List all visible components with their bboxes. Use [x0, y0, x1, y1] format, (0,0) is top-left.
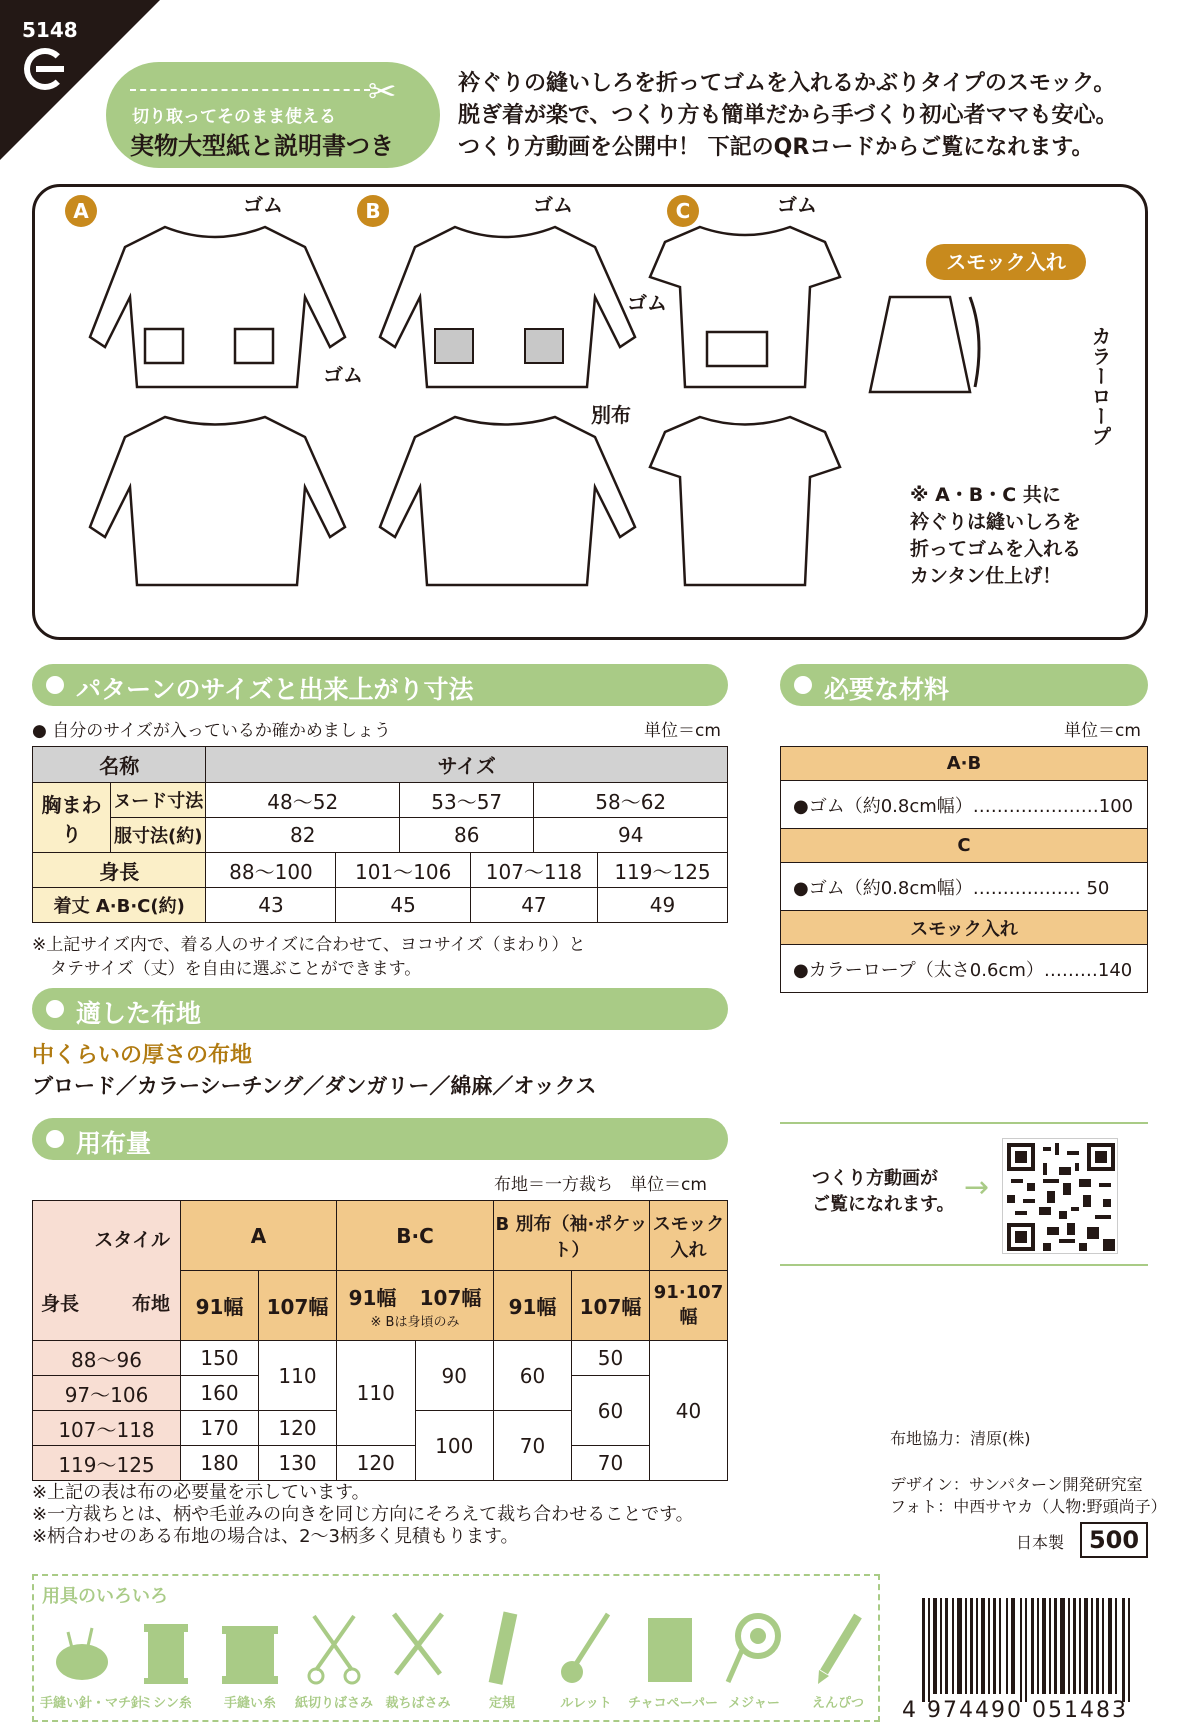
fabric-heading: 中くらいの厚さの布地	[32, 1043, 253, 1068]
scissors-large-icon	[388, 1610, 448, 1686]
pattern-number: 5148	[22, 18, 78, 42]
pincushion-icon	[52, 1610, 112, 1686]
materials-section-header: 必要な材料	[780, 664, 1148, 706]
credit-design: デザイン：サンパターン開発研究室	[890, 1475, 1143, 1494]
tool-chalk-paper: チャコペーパー	[628, 1610, 712, 1711]
fabric-section-header: 適した布地	[32, 988, 728, 1030]
price-box: 500	[1080, 1522, 1148, 1558]
materials-table: A·B ●ゴム（約0.8cm幅）…………………100 C ●ゴム（約0.8cm幅）……………… 50 スモック入れ ●カラーロープ（太さ0.6cm）………140	[780, 746, 1148, 993]
label-gom-a: ゴム	[243, 193, 283, 217]
credit-fabric: 布地協力：清原(株)	[890, 1429, 1031, 1448]
tool-machine-thread: ミシン糸	[124, 1610, 208, 1711]
scissors-icon: ✂	[368, 72, 397, 112]
size-unit: 単位＝cm	[644, 721, 721, 741]
qr-code[interactable]	[1002, 1138, 1118, 1254]
thread-icon	[220, 1610, 280, 1686]
style-b-badge: B	[357, 195, 389, 227]
qr-panel	[780, 1122, 1148, 1266]
bullet-icon	[46, 1000, 64, 1018]
size-section-header: パターンのサイズと出来上がり寸法	[32, 664, 728, 706]
intro-text: 衿ぐりの縫いしろを折ってゴムを入れるかぶりタイプのスモック。 脱ぎ着が楽で、つくり方も簡単だから手づくり初心者ママも安心。 つくり方動画を公開中！ 下記のQRコードからご覧になれます。	[458, 71, 1118, 160]
credit-photo: フォト：中西サヤカ（人物:野頭尚子）	[890, 1497, 1167, 1516]
bullet-icon	[46, 1130, 64, 1148]
feature-pill	[106, 62, 440, 168]
scissors-small-icon	[304, 1610, 364, 1686]
usage-notes: ※上記の表は布の必要量を示しています。 ※一方裁ちとは、柄や毛並みの向きを同じ方向にそろえて裁ち合わせることです。 ※柄合わせのある布地の場合は、2〜3柄多く見積もります。	[32, 1482, 694, 1547]
tools-title: 用具のいろいろ	[42, 1586, 168, 1607]
barcode-number: 4 974490 051483	[902, 1698, 1128, 1723]
pencil-icon	[808, 1610, 868, 1686]
chalk-paper-icon	[640, 1610, 700, 1686]
illustration-note: ※ A・B・C 共に 衿ぐりは縫いしろを 折ってゴムを入れる カンタン仕上げ！	[910, 484, 1082, 587]
bullet-icon	[794, 676, 812, 694]
size-lead: ● 自分のサイズが入っているか確かめましょう	[32, 721, 391, 741]
barcode	[902, 1598, 1148, 1702]
tool-paper-scissors: 紙切りばさみ	[292, 1610, 376, 1711]
label-gom-b: ゴム	[533, 193, 573, 217]
pill-line2: 実物大型紙と説明書つき	[130, 132, 394, 160]
size-note-1: ※上記サイズ内で、着る人のサイズに合わせて、ヨコサイズ（まわり）と	[32, 935, 586, 955]
size-note-2: タテサイズ（丈）を自由に選ぶことができます。	[50, 959, 422, 979]
tool-pencil: えんぴつ	[796, 1610, 880, 1711]
qr-text: つくり方動画が ご覧になれます。	[812, 1168, 955, 1215]
arrow-right-icon: →	[964, 1170, 990, 1205]
bullet-icon	[46, 676, 64, 694]
label-betsununo: 別布	[591, 403, 631, 427]
materials-unit: 単位＝cm	[1064, 721, 1141, 741]
fabric-usage-table: スタイル 身長 布地 A B·C B 別布（袖·ポケット） スモック入れ 91幅 107幅 91幅 107幅 ※ Bは身頃のみ 91幅 107幅 91·107幅 88〜96 150 110 110 90 60 50 40 97〜106 160 60 107〜118 170 120 100 70 119〜125 180 130 120 70	[32, 1200, 728, 1481]
label-gom-a-cuff: ゴム	[323, 363, 363, 387]
tool-ruler: 定規	[460, 1610, 544, 1711]
measuring-tape-icon	[724, 1610, 784, 1686]
label-gom-c: ゴム	[777, 193, 817, 217]
made-in-japan: 日本製	[1016, 1533, 1065, 1552]
label-gom-b-cuff: ゴム	[627, 291, 667, 315]
fabric-list: ブロード／カラーシーチング／ダンガリー／綿麻／オックス	[32, 1074, 597, 1098]
tool-tracing-wheel: ルレット	[544, 1610, 628, 1711]
spool-icon	[136, 1610, 196, 1686]
style-a-badge: A	[65, 195, 97, 227]
ruler-icon	[472, 1610, 532, 1686]
tracing-wheel-icon	[556, 1610, 616, 1686]
tool-fabric-scissors: 裁ちばさみ	[376, 1610, 460, 1711]
tool-pins: 手縫い針・マチ針	[40, 1610, 124, 1711]
tools-panel	[32, 1574, 880, 1722]
label-color-rope: カラーロープ	[1088, 326, 1112, 446]
brand-logo-icon	[24, 48, 66, 90]
style-c-badge: C	[667, 195, 699, 227]
usage-unit-note: 布地＝一方裁ち 単位＝cm	[494, 1175, 707, 1195]
usage-section-header: 用布量	[32, 1118, 728, 1160]
pill-line1: 切り取ってそのまま使える	[132, 107, 336, 127]
diag-header-cell: スタイル 身長 布地	[33, 1201, 181, 1341]
tool-hand-thread: 手縫い糸	[208, 1610, 292, 1711]
cut-line	[130, 89, 370, 91]
size-table: 名称 サイズ 胸まわり ヌード寸法 48〜52 53〜57 58〜62 服寸法(約) 82 86 94 身長 88〜100 101〜106 107〜118 119〜125 着丈 A·B·C(約) 43 45 47 49	[32, 746, 728, 923]
smock-bag-tag: スモック入れ	[926, 244, 1086, 280]
tool-measuring-tape: メジャー	[712, 1610, 796, 1711]
